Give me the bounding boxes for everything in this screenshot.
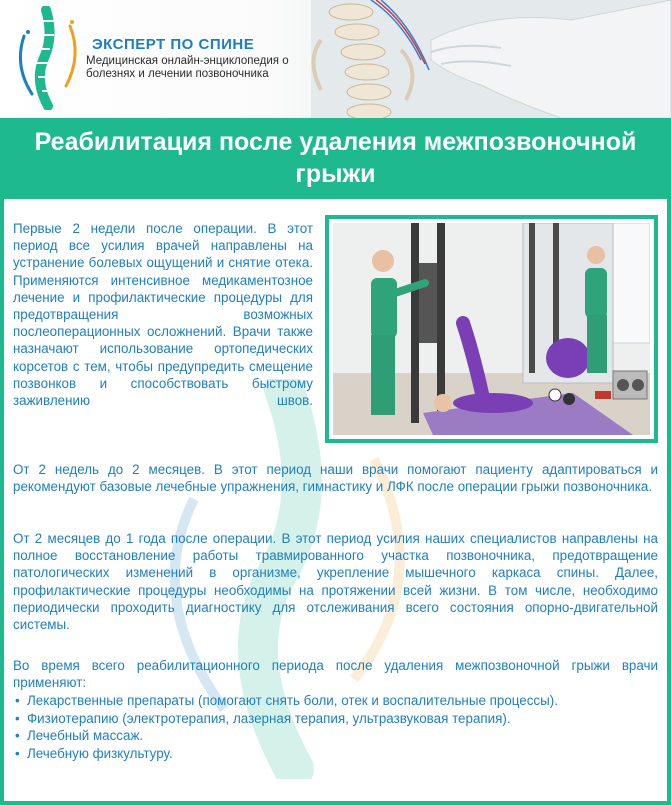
spine-logo-icon — [14, 6, 84, 110]
brand-title: ЭКСПЕРТ ПО СПИНЕ — [92, 36, 255, 53]
list-item: • Лечебный массаж. — [13, 727, 658, 745]
paragraph-first-weeks: Первые 2 недели после операции. В этот период все усилия врачей направлены на устранение болевых ощущений и снятие отека. Применяются интенсивное медикаментозное лечение и профилактические процедуры для предотвращения возможных послеоперационных осложнений. Врачи также назначают использование ортопедических корсетов с тем, чтобы предупредить смещение позвонков и способствовать быстрому заживлению швов. — [13, 221, 313, 409]
paragraph-two-weeks-two-months: От 2 недель до 2 месяцев. В этот период наши врачи помогают пациенту адаптироваться и рекомендуют базовые лечебные упражнения, гимнастику и ЛФК после операции грыжи позвоночника. — [13, 462, 658, 495]
brand-subtitle: Медицинская онлайн-энциклопедия о болезнях и лечении позвоночника — [86, 55, 289, 80]
header — [0, 0, 671, 118]
header-spine-photo — [311, 0, 671, 118]
rehab-photo-frame — [325, 215, 658, 443]
list-item: • Лечебную физкультуру. — [13, 745, 658, 763]
paragraph-two-months-one-year: От 2 месяцев до 1 года после операции. В этот период усилия наших специалистов направлены на полное восстановление работы травмированного участка позвоночника, предотвращение патологических изменений в организме, укрепление мышечного каркаса спины. Далее, профилактические процедуры необходимы на протяжении всей жизни. В том числе, необходимо периодически проходить диагностику для отслеживания всего состояния опорно-двигательной системы. — [13, 531, 658, 633]
rehab-exercise-photo — [333, 223, 650, 435]
treatment-list — [13, 692, 658, 762]
list-item: • Физиотерапию (электротерапия, лазерная терапия, ультразвуковая терапия). — [13, 710, 658, 728]
list-item: • Лекарственные препараты (помогают снять боли, отек и воспалительные процессы). — [13, 692, 658, 710]
page-title: Реабилитация после удаления межпозвоночной грыжи — [34, 128, 637, 188]
paragraph-rehab-period: Во время всего реабилитационного периода после удаления межпозвоночной грыжи врачи применяют: — [13, 658, 658, 691]
content-panel — [4, 199, 667, 801]
